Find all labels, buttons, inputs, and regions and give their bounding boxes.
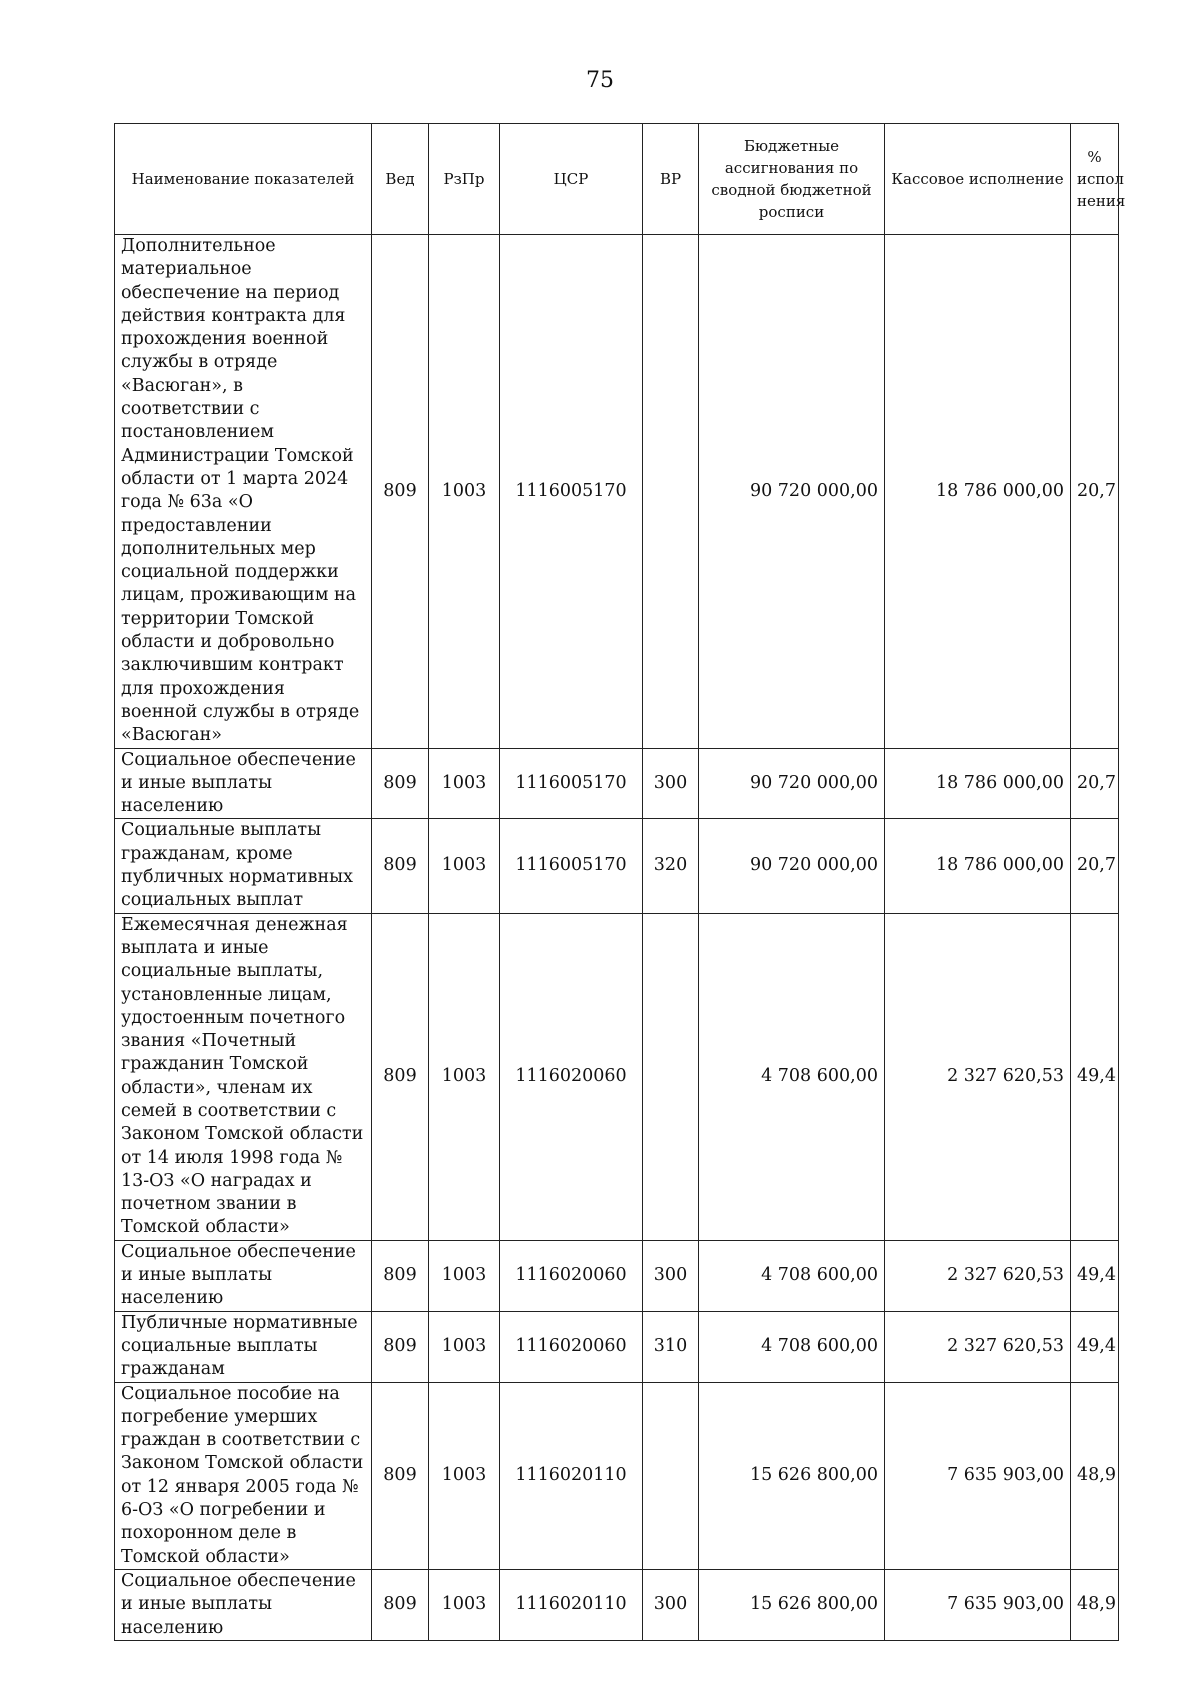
row-budget: 4 708 600,00 [699,913,885,1240]
table-row [115,748,1119,819]
row-ved: 809 [372,913,429,1240]
header-budget: Бюджетные ассигнования по сводной бюджетной росписи [699,124,885,235]
header-csr: ЦСР [500,124,643,235]
header-rzpr: РзПр [429,124,500,235]
row-budget: 15 626 800,00 [699,1569,885,1640]
row-name: Социальное пособие на погребение умерших граждан в соответствии с Законом Томской области от 12 января 2005 года № 6-ОЗ «О погребении и похоронном деле в Томской области» [115,1382,372,1569]
header-row [115,124,1119,235]
row-cash: 18 786 000,00 [885,819,1071,913]
table-row [115,235,1119,749]
table-body [115,235,1119,1641]
row-csr: 1116005170 [500,748,643,819]
row-name: Дополнительное материальное обеспечение на период действия контракта для прохождения военной службы в отряде «Васюган», в соответствии с постановлением Администрации Томской области от 1 марта 2024 года № 63а «О предоставлении дополнительных мер социальной поддержки лицам, проживающим на территории Томской области и добровольно заключившим контракт для прохождения военной службы в отряде «Васюган» [115,235,372,749]
row-vr [643,913,699,1240]
table-row [115,1240,1119,1311]
row-ved: 809 [372,1382,429,1569]
row-cash: 7 635 903,00 [885,1569,1071,1640]
row-percent: 49,4 [1071,1311,1119,1382]
row-percent: 48,9 [1071,1382,1119,1569]
table-row [115,1382,1119,1569]
row-name: Ежемесячная денежная выплата и иные социальные выплаты, установленные лицам, удостоенным почетного звания «Почетный гражданин Томской области», членам их семей в соответствии с Законом Томской области от 14 июля 1998 года № 13-ОЗ «О наградах и почетном звании в Томской области» [115,913,372,1240]
row-vr [643,1382,699,1569]
header-percent: % испол нения [1071,124,1119,235]
row-rzpr: 1003 [429,748,500,819]
row-cash: 2 327 620,53 [885,913,1071,1240]
row-cash: 18 786 000,00 [885,748,1071,819]
row-ved: 809 [372,1240,429,1311]
row-csr: 1116020060 [500,1311,643,1382]
budget-execution-table [114,123,1126,1641]
row-vr: 320 [643,819,699,913]
table-header [115,124,1126,235]
row-vr: 310 [643,1311,699,1382]
row-budget: 90 720 000,00 [699,235,885,749]
row-percent: 48,9 [1071,1569,1119,1640]
row-budget: 15 626 800,00 [699,1382,885,1569]
row-csr: 1116020110 [500,1382,643,1569]
row-ved: 809 [372,748,429,819]
table-row [115,819,1119,913]
row-csr: 1116020110 [500,1569,643,1640]
row-rzpr: 1003 [429,1569,500,1640]
row-budget: 4 708 600,00 [699,1311,885,1382]
row-name: Социальное обеспечение и иные выплаты населению [115,1569,372,1640]
row-rzpr: 1003 [429,1311,500,1382]
row-csr: 1116005170 [500,235,643,749]
row-ved: 809 [372,819,429,913]
row-rzpr: 1003 [429,1382,500,1569]
row-vr: 300 [643,1569,699,1640]
row-rzpr: 1003 [429,235,500,749]
row-name: Социальное обеспечение и иные выплаты населению [115,1240,372,1311]
header-name: Наименование показателей [115,124,372,235]
row-ved: 809 [372,1311,429,1382]
row-csr: 1116020060 [500,913,643,1240]
page-number: 75 [586,68,614,93]
row-name: Социальные выплаты гражданам, кроме публичных нормативных социальных выплат [115,819,372,913]
row-percent: 20,7 [1071,819,1119,913]
row-budget: 4 708 600,00 [699,1240,885,1311]
row-budget: 90 720 000,00 [699,819,885,913]
row-percent: 49,4 [1071,913,1119,1240]
header-cash: Кассовое исполнение [885,124,1071,235]
row-name: Публичные нормативные социальные выплаты гражданам [115,1311,372,1382]
row-name: Социальное обеспечение и иные выплаты населению [115,748,372,819]
row-percent: 20,7 [1071,235,1119,749]
row-csr: 1116020060 [500,1240,643,1311]
header-ved: Вед [372,124,429,235]
row-cash: 2 327 620,53 [885,1311,1071,1382]
row-rzpr: 1003 [429,819,500,913]
row-vr: 300 [643,1240,699,1311]
row-cash: 7 635 903,00 [885,1382,1071,1569]
row-percent: 20,7 [1071,748,1119,819]
row-vr: 300 [643,748,699,819]
row-rzpr: 1003 [429,913,500,1240]
table-row [115,1311,1119,1382]
header-vr: ВР [643,124,699,235]
table-row [115,913,1119,1240]
row-ved: 809 [372,235,429,749]
row-cash: 2 327 620,53 [885,1240,1071,1311]
row-percent: 49,4 [1071,1240,1119,1311]
row-budget: 90 720 000,00 [699,748,885,819]
row-rzpr: 1003 [429,1240,500,1311]
row-csr: 1116005170 [500,819,643,913]
row-vr [643,235,699,749]
row-cash: 18 786 000,00 [885,235,1071,749]
table-row [115,1569,1119,1640]
row-ved: 809 [372,1569,429,1640]
